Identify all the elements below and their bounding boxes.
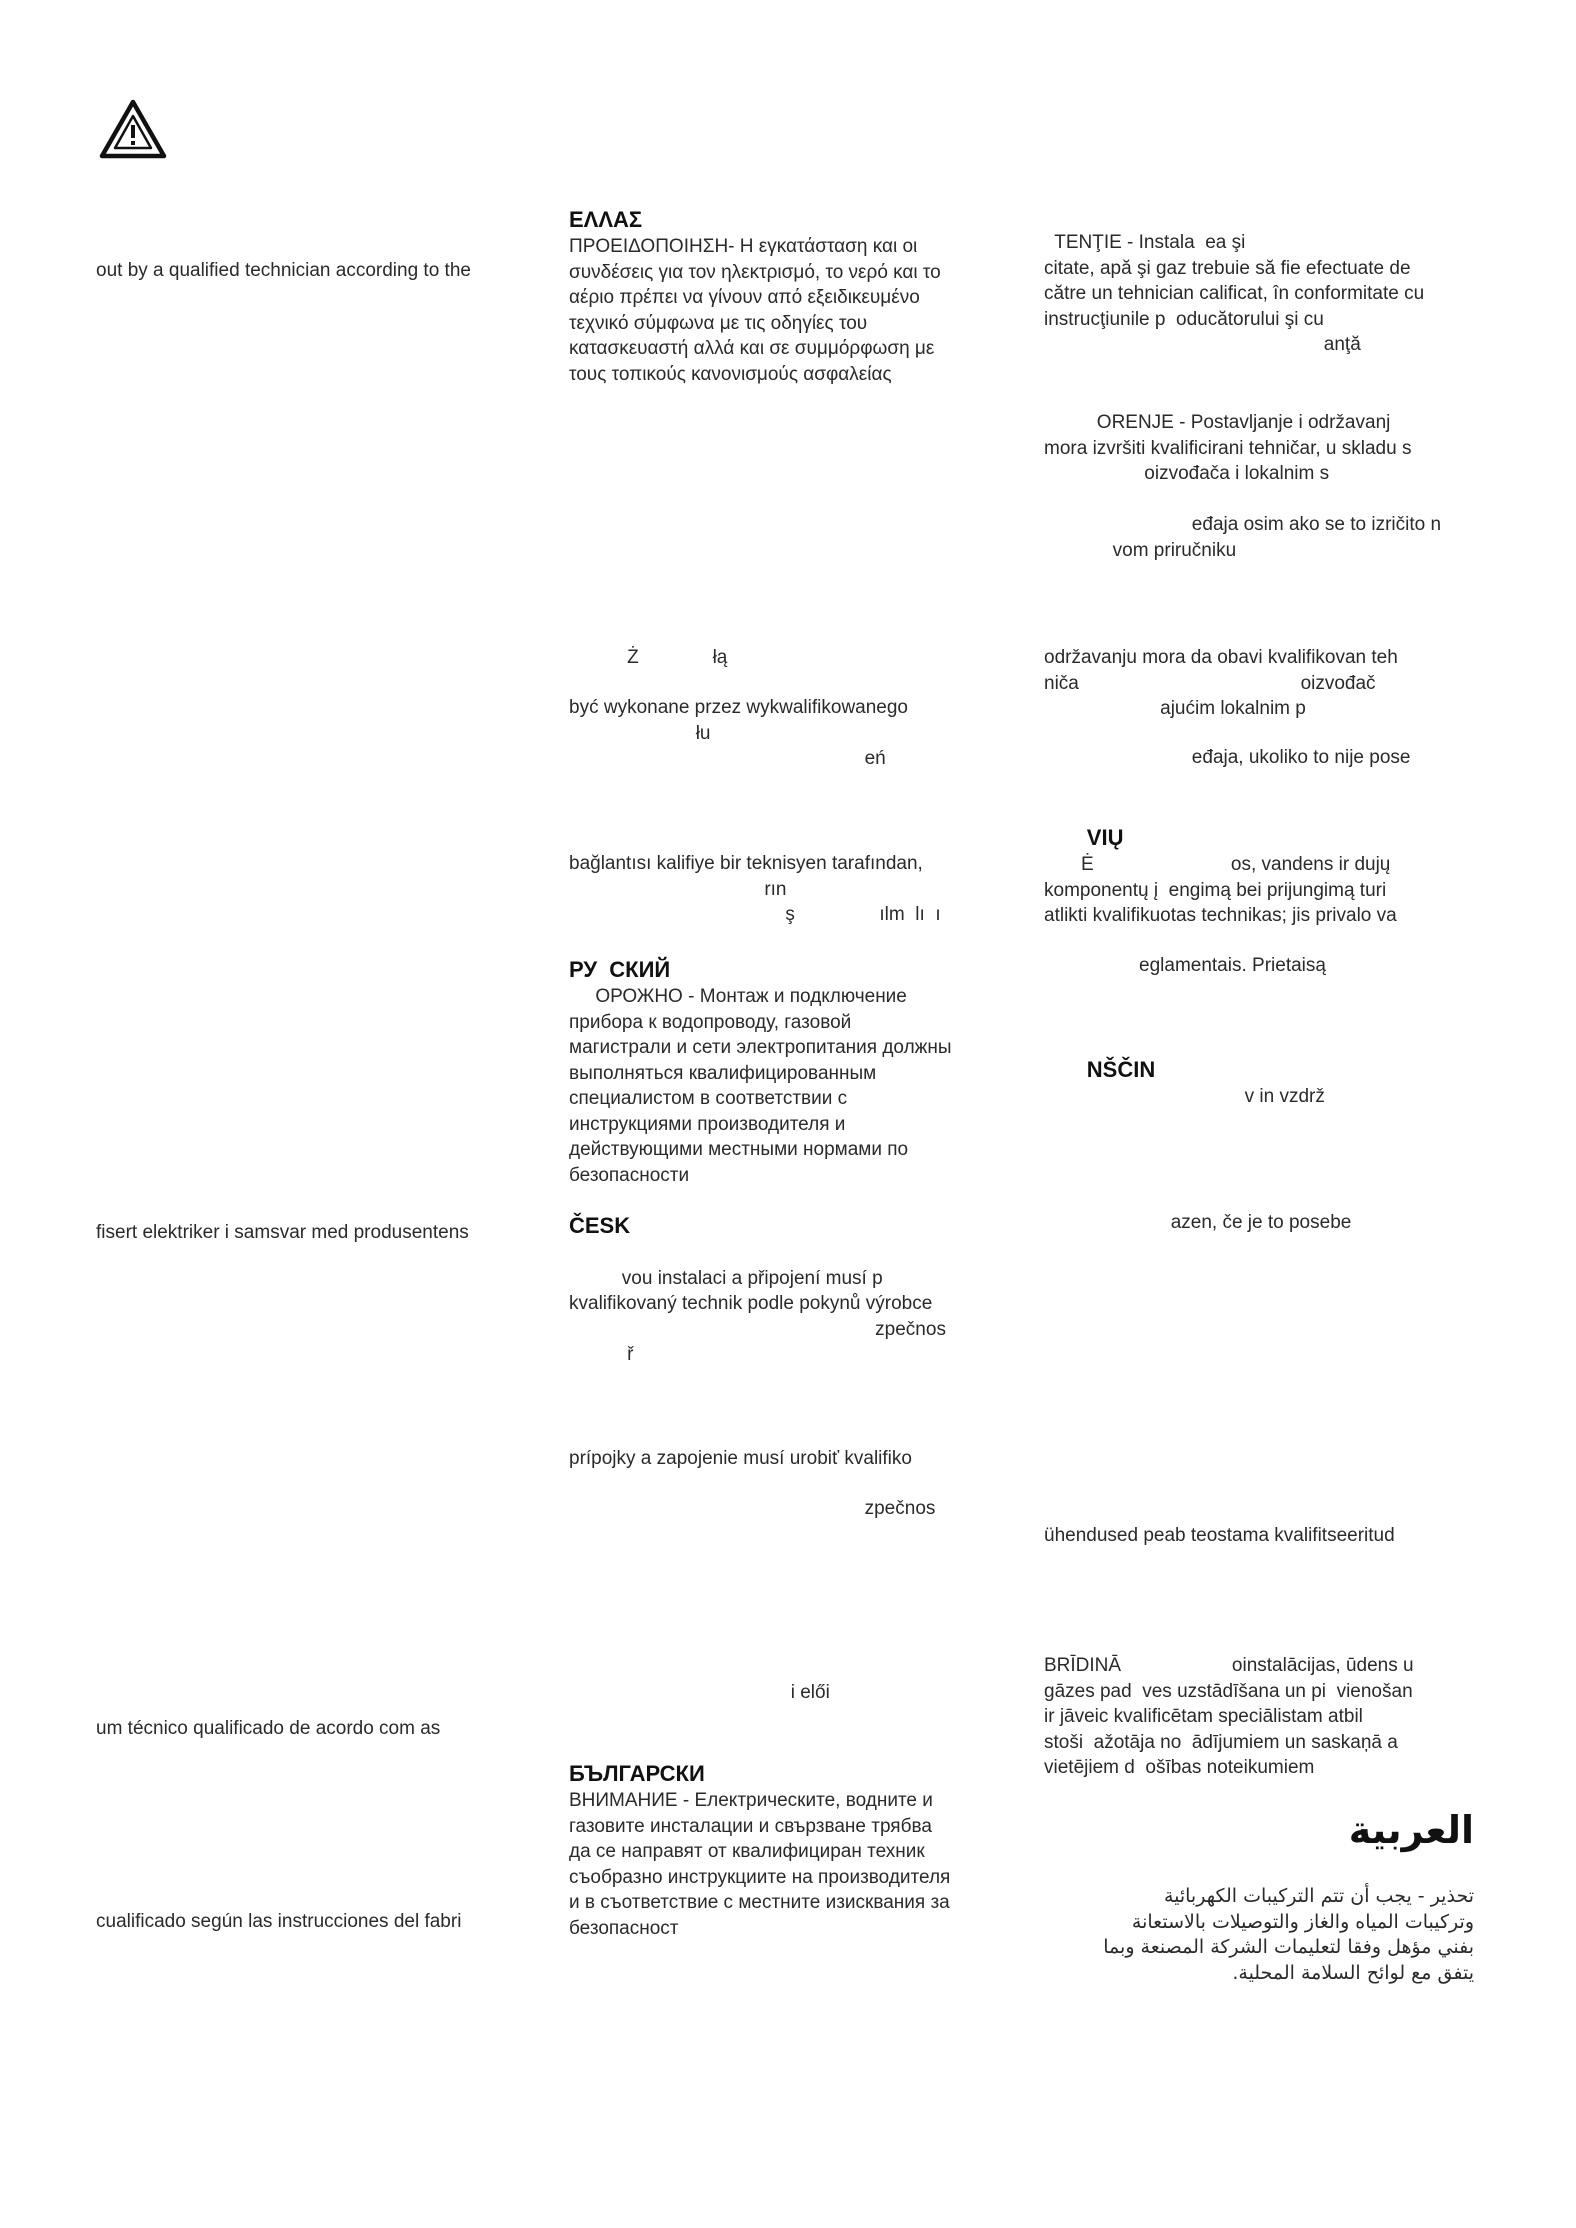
text-line: ş ılm lı ı	[569, 904, 941, 925]
text-line: niča oizvođač	[1044, 672, 1376, 694]
text-line: eglamentais. Prietaisą	[1044, 955, 1326, 976]
text-line: ir jāveic kvalificētam speciālistam atbil	[1044, 1706, 1363, 1727]
text-block-m-pl1	[569, 645, 1009, 671]
text-line: بفني مؤهل وفقا لتعليمات الشركة المصنعة وبما	[1103, 1936, 1474, 1958]
text-line: oizvođača i lokalnim s	[1044, 463, 1330, 484]
text-line: прибора к водопроводу, газовой	[569, 1011, 852, 1033]
text-line: zpečnos	[569, 1498, 936, 1519]
text-block-m-ru	[569, 956, 1009, 1188]
text-line: łu	[569, 722, 711, 744]
text-line: către un tehnician calificat, în conformitate cu	[1044, 283, 1425, 304]
text-line: stoši ažotāja no ādījumiem un saskaņā a	[1044, 1731, 1398, 1753]
text-line: citate, apă şi gaz trebuie să fie efectuate de	[1044, 257, 1411, 279]
text-block-r-hr1	[1044, 410, 1474, 487]
text-line	[569, 1240, 1009, 1266]
text-line: v in vzdrž	[1044, 1086, 1325, 1107]
text-line: ajućim lokalnim p	[1044, 698, 1306, 719]
text-line: eń	[569, 748, 886, 769]
text-line: out by a qualified technician according to the	[96, 260, 471, 281]
text-block-r-lt2	[1044, 953, 1474, 979]
text-line: azen, če je to posebe	[1044, 1212, 1352, 1233]
text-line: ВНИМАНИЕ - Електрическите, водните и	[569, 1790, 933, 1811]
text-line: и в съответствие с местните изисквания за	[569, 1892, 950, 1913]
text-block-m-sk2	[569, 1496, 1009, 1522]
text-line: инструкциями производителя и	[569, 1113, 846, 1135]
text-line: съобразно инструкциите на производителя	[569, 1866, 951, 1888]
text-block-m-bg	[569, 1760, 1009, 1941]
text-line: eđaja osim ako se to izričito n	[1044, 514, 1442, 535]
text-line: bağlantısı kalifiye bir teknisyen tarafından,	[569, 853, 923, 874]
text-line: prípojky a zapojenie musí urobiť kvalifiko	[569, 1448, 912, 1469]
text-line: выполняться квалифицированным	[569, 1062, 877, 1084]
text-line: cualificado según las instrucciones del fabri	[96, 1911, 462, 1932]
text-line: τους τοπικούς κανονισμούς ασφαλείας	[569, 363, 892, 385]
text-block-l2	[96, 1220, 536, 1246]
text-line: ühendused peab teostama kvalifitseeritud	[1044, 1525, 1395, 1546]
text-line: Ė os, vandens ir dujų	[1044, 854, 1391, 875]
text-line: специалистом в соответствии с	[569, 1088, 848, 1109]
text-line: газовите инсталации и свързване трябва	[569, 1815, 932, 1837]
text-line: gāzes pad ves uzstādīšana un pi vienošan	[1044, 1680, 1413, 1702]
text-line: vou instalaci a připojení musí p	[569, 1267, 883, 1289]
text-line: anţă	[1044, 334, 1361, 355]
text-line: безопасност	[569, 1917, 679, 1939]
text-line: vom priručniku	[1044, 539, 1237, 561]
text-line: um técnico qualificado de acordo com as	[96, 1718, 441, 1739]
text-line: mora izvršiti kvalificirani tehničar, u skladu s	[1044, 437, 1412, 459]
text-line: ОРОЖНО - Монтаж и подключение	[569, 986, 907, 1007]
text-line: być wykonane przez wykwalifikowanego	[569, 697, 908, 718]
text-block-m-cz	[569, 1212, 1009, 1368]
text-line: i elői	[569, 1682, 830, 1703]
text-line: κατασκευαστή αλλά και σε συμμόρφωση με	[569, 338, 935, 359]
text-line: συνδέσεις για τον ηλεκτρισμό, το νερό και το	[569, 261, 941, 283]
text-line: TENŢIE - Instala ea şi	[1044, 232, 1246, 253]
text-block-r-sl	[1044, 1056, 1474, 1110]
text-line: يتفق مع لوائح السلامة المحلية.	[1232, 1961, 1474, 1984]
text-line: αέριο πρέπει να γίνουν από εξειδικευμένο	[569, 287, 920, 308]
text-block-l3	[96, 1716, 536, 1742]
text-block-r-et	[1044, 1523, 1474, 1549]
text-line: ORENJE - Postavljanje i održavanj	[1044, 412, 1391, 433]
text-block-r-lv	[1044, 1653, 1474, 1781]
text-block-l1	[96, 258, 536, 284]
text-line: магистрали и сети электропитания должны	[569, 1037, 952, 1058]
text-line: instrucţiunile p oducătorului şi cu	[1044, 308, 1324, 330]
text-line: eđaja, ukoliko to nije pose	[1044, 747, 1411, 768]
section-heading: NŠČIN	[1044, 1057, 1156, 1082]
text-block-r-sr2	[1044, 745, 1474, 771]
text-line: rın	[569, 878, 787, 900]
text-block-l4	[96, 1909, 536, 1935]
text-block-r-ar	[1044, 1802, 1474, 1986]
text-line: τεχνικό σύμφωνα με τις οδηγίες του	[569, 312, 868, 334]
text-line: atlikti kvalifikuotas technikas; jis privalo va	[1044, 905, 1397, 926]
text-line: BRĪDINĀ oinstalācijas, ūdens u	[1044, 1655, 1414, 1676]
text-line: ΠΡΟΕΙΔΟΠΟΙΗΣΗ- Η εγκατάσταση και οι	[569, 236, 918, 257]
text-block-m-greek	[569, 206, 1009, 387]
section-heading: РУ СКИЙ	[569, 957, 671, 982]
text-block-m-tr	[569, 851, 1009, 928]
text-line: تحذير - يجب أن تتم التركيبات الكهربائية	[1163, 1885, 1474, 1907]
text-block-r-hr2	[1044, 512, 1474, 563]
section-heading: ČESK	[569, 1213, 631, 1238]
text-block-m-hu	[569, 1680, 1009, 1706]
text-line: fisert elektriker i samsvar med produsentens	[96, 1222, 469, 1243]
text-block-r-sl2	[1044, 1210, 1474, 1236]
text-line: održavanju mora da obavi kvalifikovan teh	[1044, 647, 1398, 668]
text-line: kvalifikovaný technik podle pokynů výrobce	[569, 1293, 933, 1314]
text-line: действующими местными нормами по	[569, 1139, 909, 1160]
text-line: ř	[569, 1344, 634, 1365]
text-block-r-sr1	[1044, 645, 1474, 722]
section-heading: VIŲ	[1044, 825, 1124, 850]
text-block-r-ro	[1044, 230, 1474, 358]
text-line: zpečnos	[569, 1318, 946, 1340]
text-line: komponentų į engimą bei prijungimą turi	[1044, 879, 1387, 901]
text-line: безопасности	[569, 1164, 690, 1186]
text-block-r-lt	[1044, 824, 1474, 929]
text-block-m-sk1	[569, 1446, 1009, 1472]
section-heading: ΕΛΛΑΣ	[569, 207, 643, 232]
text-line: да се направят от квалифициран техник	[569, 1841, 925, 1862]
section-heading: العربية	[1348, 1808, 1474, 1852]
text-line: Ż łą	[569, 647, 728, 668]
text-line: vietējiem d ošības noteikumiem	[1044, 1757, 1315, 1778]
text-block-m-pl2	[569, 695, 1009, 772]
text-line: وتركيبات المياه والغاز والتوصيلات بالاستعانة	[1131, 1910, 1474, 1933]
section-heading: БЪЛГАРСКИ	[569, 1761, 705, 1786]
warning-triangle-icon	[98, 98, 168, 160]
